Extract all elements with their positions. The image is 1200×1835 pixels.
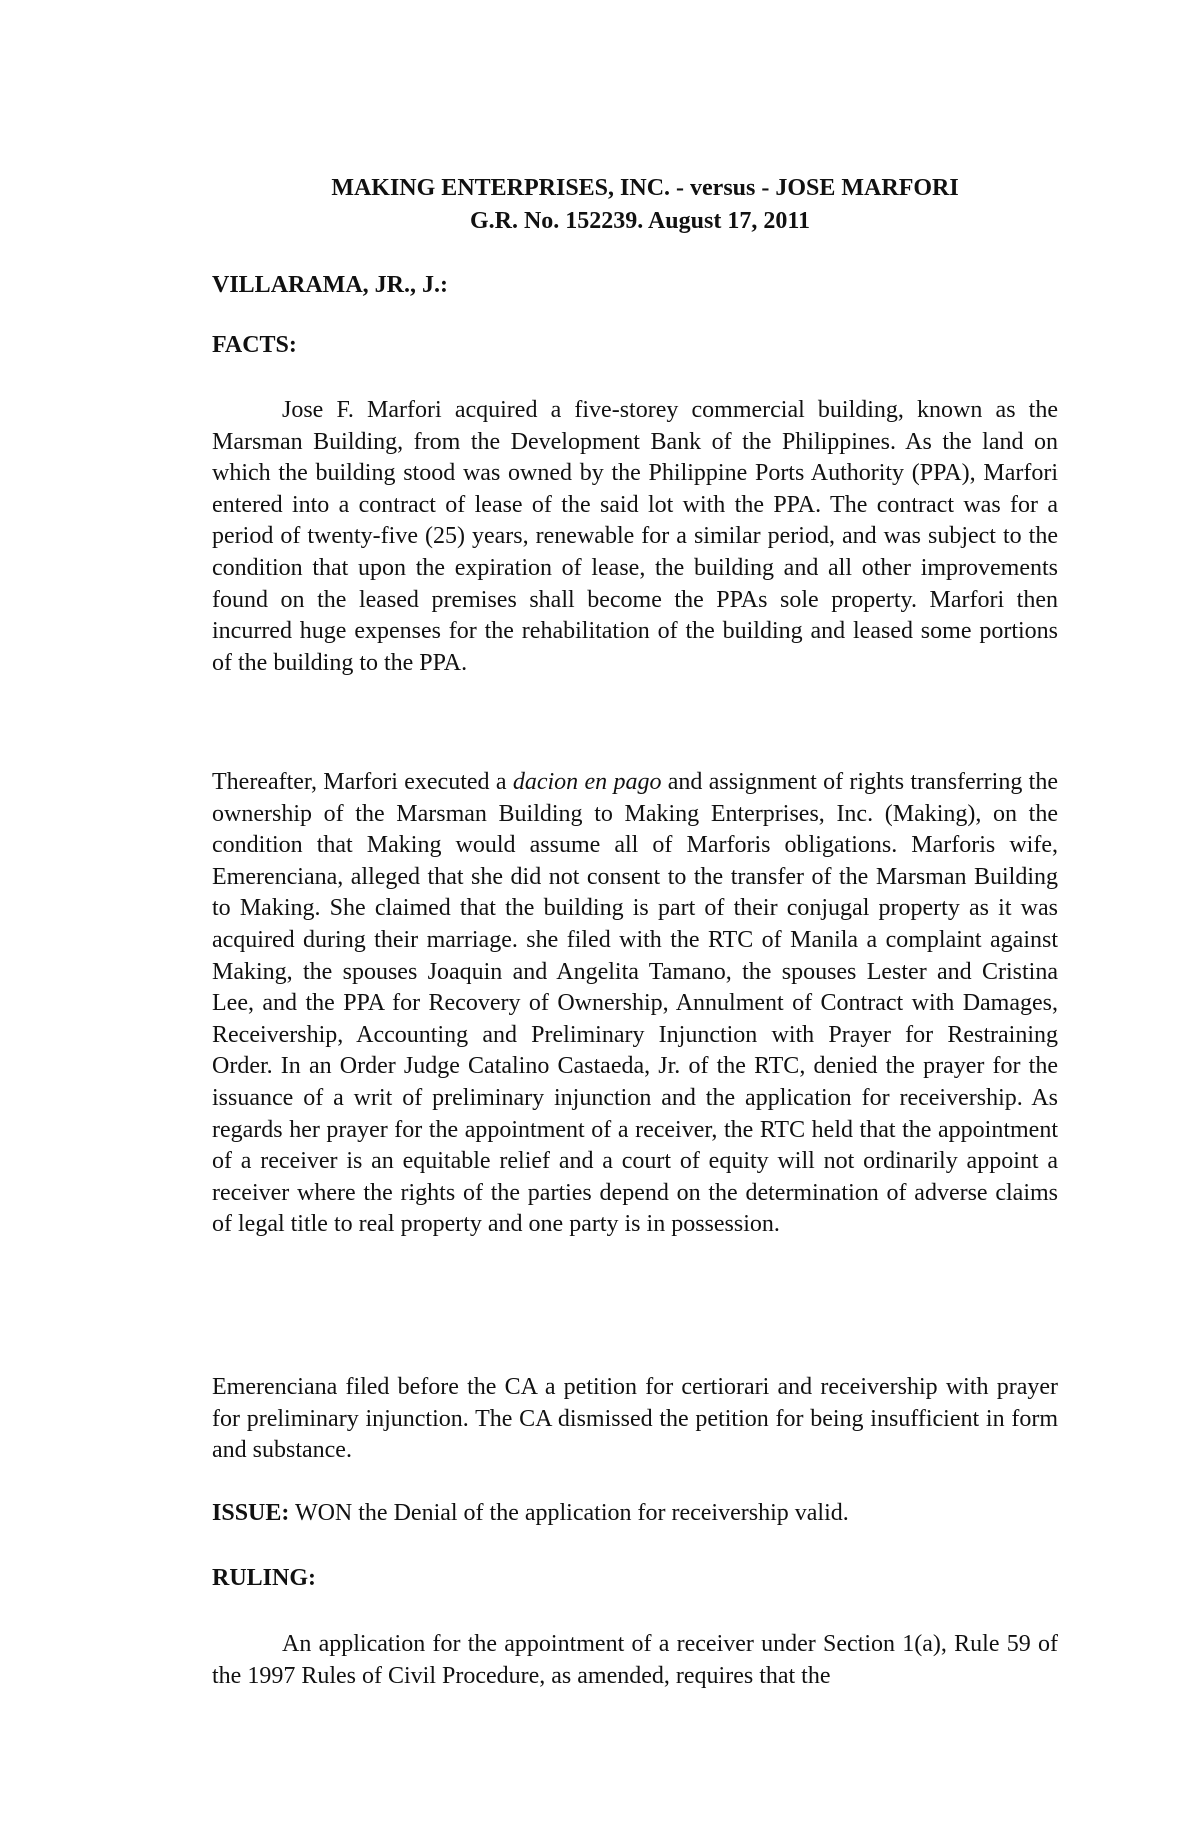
facts-paragraph-2-lead: Thereafter, Marfori executed a bbox=[212, 769, 513, 795]
issue-text: WON the Denial of the application for receivership valid. bbox=[289, 1500, 849, 1526]
issue-label: ISSUE: bbox=[212, 1500, 290, 1526]
facts-paragraph-3 bbox=[212, 1372, 1058, 1467]
facts-paragraph-2 bbox=[212, 767, 1058, 1241]
ponente: VILLARAMA, JR., J.: bbox=[212, 272, 448, 298]
case-citation: G.R. No. 152239. August 17, 2011 bbox=[469, 208, 811, 234]
facts-paragraph-1 bbox=[212, 395, 1058, 679]
facts-paragraph-2-rest: and assignment of rights transferring the ownership of the Marsman Building to Making Enterprises, Inc. (Making), on the condition that Making would assume all of Marforis obligations. Marforis wife, Emerenciana, alleged that she did not consent to the transfer of the Marsman Building to Making. She claimed that the building is part of their conjugal property as it was acquired during their marriage. she filed with the RTC of Manila a complaint against Making, the spouses Joaquin and Angelita Tamano, the spouses Lester and Cristina Lee, and the PPA for Recovery of Ownership, Annulment of Contract with Damages, Receivership, Accounting and Preliminary Injunction with Prayer for Restraining Order. In an Order Judge Catalino Castaeda, Jr. of the RTC, denied the prayer for the issuance of a writ of preliminary injunction and the application for receivership. As regards her prayer for the appointment of a receiver, the RTC held that the appointment of a receiver is an equitable relief and a court of equity will not ordinarily appoint a receiver where the rights of the parties depend on the determination of adverse claims of legal title to real property and one party is in possession. bbox=[212, 769, 1058, 1238]
ruling-paragraph-1 bbox=[212, 1629, 1058, 1692]
facts-paragraph-1-text: Jose F. Marfori acquired a five-storey commercial building, known as the Marsman Building, from the Development Bank of the Philippines. As the land on which the building stood was owned by the Philippine Ports Authority (PPA), Marfori entered into a contract of lease of the said lot with the PPA. The contract was for a period of twenty-five (25) years, renewable for a similar period, and was subject to the condition that upon the expiration of lease, the building and all other improvements found on the leased premises shall become the PPAs sole property. Marfori then incurred huge expenses for the rehabilitation of the building and leased some portions of the building to the PPA. bbox=[212, 397, 1058, 676]
facts-paragraph-2-text bbox=[212, 767, 1058, 1241]
facts-paragraph-3-text: Emerenciana filed before the CA a petition for certiorari and receivership with prayer for preliminary injunction. The CA dismissed the petition for being insufficient in form and substance. bbox=[212, 1374, 1058, 1464]
ruling-paragraph-1-text: An application for the appointment of a receiver under Section 1(a), Rule 59 of the 1997 Rules of Civil Procedure, as amended, requires that the bbox=[212, 1631, 1058, 1689]
case-title: MAKING ENTERPRISES, INC. - versus - JOSE MARFORI bbox=[331, 175, 959, 201]
ruling-heading: RULING: bbox=[212, 1565, 317, 1591]
dacion-en-pago-term: dacion en pago bbox=[512, 769, 662, 795]
facts-heading: FACTS: bbox=[212, 332, 297, 358]
issue-line bbox=[212, 1498, 1058, 1528]
